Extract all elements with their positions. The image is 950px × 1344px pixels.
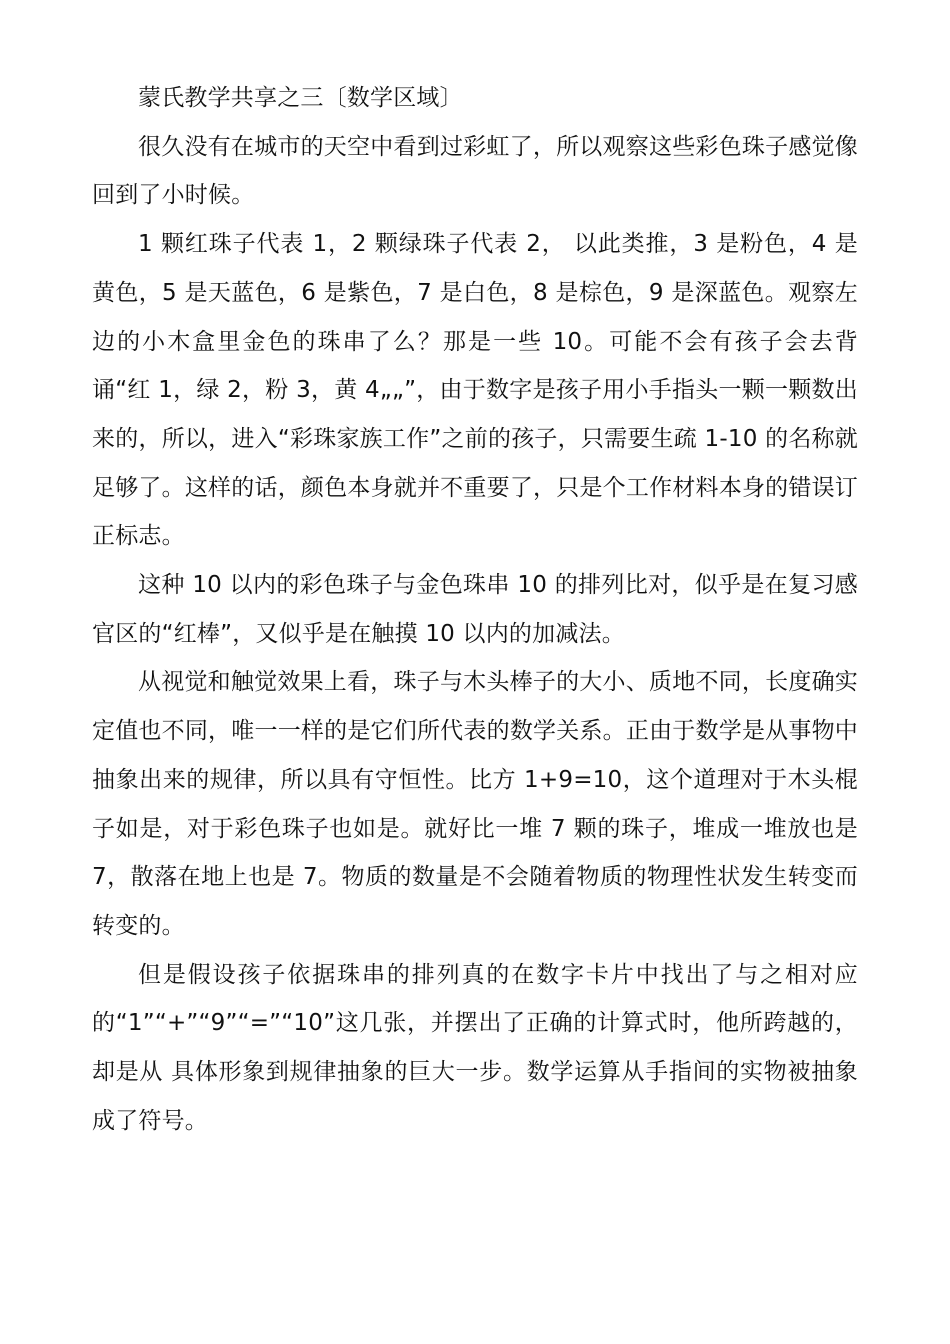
document-title: 蒙氏教学共享之三〔数学区域〕: [138, 85, 463, 111]
paragraph-3: 这种 10 以内的彩色珠子与金色珠串 10 的排列比对，似乎是在复习感官区的“红棒”，又似乎是在触摸 10 以内的加减法。: [92, 572, 858, 647]
paragraph-4: 从视觉和触觉效果上看，珠子与木头棒子的大小、质地不同，长度确实定值也不同，唯一一样的是它们所代表的数学关系。正由于数学是从事物中抽象出来的规律，所以具有守恒性。比方 1+9=10，这个道理对于木头棍子如是，对于彩色珠子也如是。就好比一堆 7 颗的珠子，堆成一堆放也是 7，散落在地上也是 7。物质的数量是不会随着物质的物理性状发生转变而转变的。: [92, 669, 858, 939]
paragraph-2: 1 颗红珠子代表 1，2 颗绿珠子代表 2， 以此类推，3 是粉色，4 是黄色，5 是天蓝色，6 是紫色，7 是白色，8 是棕色，9 是深蓝色。观察左边的小木盒里金色的珠串了么？那是一些 10。可能不会有孩子会去背诵“红 1，绿 2，粉 3，黄 4„„”，由于数字是孩子用小手指头一颗一颗数出来的，所以，进入“彩珠家族工作”之前的孩子，只需要生疏 1-10 的名称就足够了。这样的话，颜色本身就并不重要了，只是个工作材料本身的错误订正标志。: [92, 231, 858, 550]
document-body: [92, 74, 858, 1145]
paragraph-5: 但是假设孩子依据珠串的排列真的在数字卡片中找出了与之相对应的“1”“+”“9”“=”“10”这几张，并摆出了正确的计算式时，他所跨越的，却是从 具体形象到规律抽象的巨大一步。数学运算从手指间的实物被抽象成了符号。: [92, 961, 858, 1134]
paragraph-1: 很久没有在城市的天空中看到过彩虹了，所以观察这些彩色珠子感觉像回到了小时候。: [92, 133, 858, 209]
